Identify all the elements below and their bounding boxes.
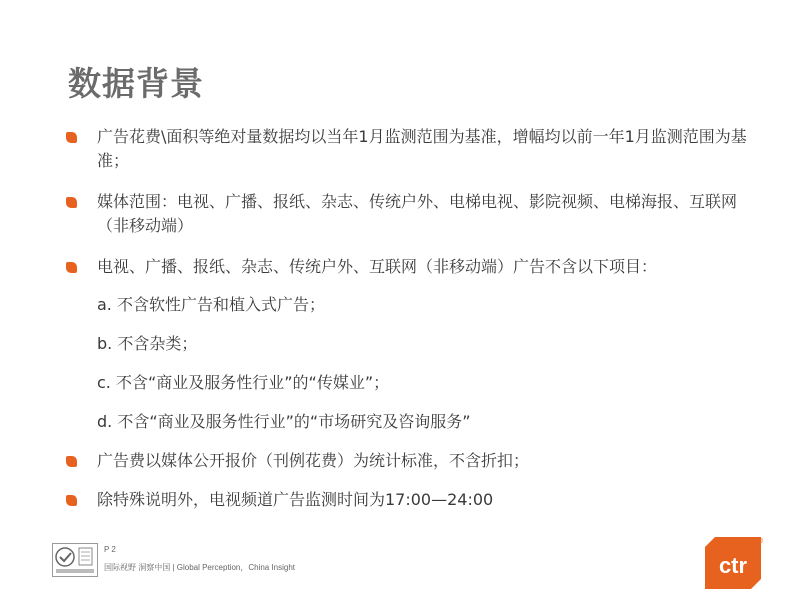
bullet-text: 除特殊说明外，电视频道广告监测时间为17:00—24:00 xyxy=(97,490,494,509)
bullet-item xyxy=(66,125,766,175)
bullet-text: 广告费以媒体公开报价（刊例花费）为统计标准，不含折扣； xyxy=(97,451,530,470)
sub-item-b: b. 不含杂类； xyxy=(97,334,198,353)
page-title: 数据背景 xyxy=(68,64,204,103)
bullet-marker-icon xyxy=(66,132,77,143)
sub-item-a: a. 不含软性广告和植入式广告； xyxy=(97,295,325,314)
bullet-marker-icon xyxy=(66,262,77,273)
ctr-logo-text: ctr xyxy=(718,553,748,578)
bullet-item xyxy=(66,190,766,240)
footer-tagline: 国际视野 洞察中国 | Global Perception，China Insight xyxy=(104,563,296,572)
sub-item-c: c. 不含“商业及服务性行业”的“传媒业”； xyxy=(97,373,390,392)
sub-item-d: d. 不含“商业及服务性行业”的“市场研究及咨询服务” xyxy=(97,412,471,431)
bullet-marker-icon xyxy=(66,197,77,208)
ctr-logo-icon xyxy=(705,537,764,589)
bullet-marker-icon xyxy=(66,456,77,467)
bullet-item xyxy=(66,255,766,281)
bullet-item xyxy=(66,449,766,475)
bullet-text: 电视、广播、报纸、杂志、传统户外、互联网（非移动端）广告不含以下项目： xyxy=(97,257,658,276)
bullet-marker-icon xyxy=(66,495,77,506)
registered-mark: ® xyxy=(758,538,764,545)
page-number: P 2 xyxy=(104,545,116,554)
certification-logo-icon xyxy=(52,543,98,577)
bullet-text: 广告花费\面积等绝对量数据均以当年1月监测范围为基准，增幅均以前一年1月监测范围为基准； xyxy=(97,127,747,170)
bullet-item xyxy=(66,488,766,514)
bullet-text: 媒体范围：电视、广播、报纸、杂志、传统户外、电梯电视、影院视频、电梯海报、互联网（非移动端） xyxy=(97,192,738,235)
